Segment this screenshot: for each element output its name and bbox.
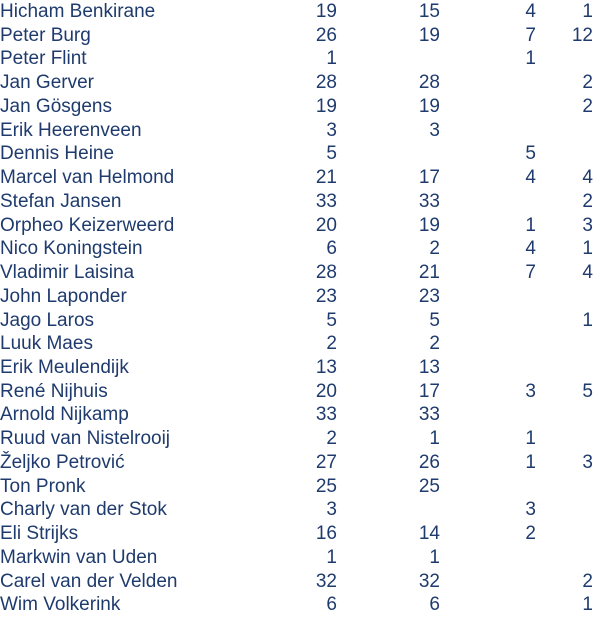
stat-cell-3: 7 <box>525 24 536 46</box>
stat-cell-1: 1 <box>326 546 337 568</box>
stat-cell-2: 2 <box>429 238 440 260</box>
stat-cell-4 <box>536 47 593 71</box>
table-row <box>0 214 609 238</box>
stat-cell-3: 1 <box>525 451 536 473</box>
stat-cell-1: 13 <box>315 357 337 379</box>
table-row <box>0 570 609 594</box>
stat-cell-2: 33 <box>418 404 440 426</box>
spacer-cell <box>593 119 609 143</box>
spacer-cell <box>593 403 609 427</box>
table-row <box>0 427 609 451</box>
stat-cell-3: 4 <box>525 167 536 189</box>
stat-cell-4 <box>536 285 593 309</box>
stat-cell-2: 26 <box>418 451 440 473</box>
stat-cell-1: 6 <box>326 594 337 616</box>
player-name-cell: Charly van der Stok <box>0 499 167 521</box>
stat-cell-4 <box>536 427 593 451</box>
spacer-cell <box>593 214 609 238</box>
stat-cell-2: 1 <box>429 546 440 568</box>
stat-cell-3 <box>440 190 536 214</box>
player-name-cell: Wim Volkerink <box>0 594 121 616</box>
spacer-cell <box>593 71 609 95</box>
stat-cell-4: 2 <box>582 95 593 117</box>
player-name-cell: Jan Gösgens <box>0 95 112 117</box>
player-name-cell: Jan Gerver <box>0 72 94 94</box>
stat-cell-1: 27 <box>315 451 337 473</box>
stat-cell-1: 33 <box>315 404 337 426</box>
spacer-cell <box>593 309 609 333</box>
stat-cell-3: 1 <box>525 48 536 70</box>
spacer-cell <box>593 190 609 214</box>
stat-cell-1: 28 <box>315 262 337 284</box>
stat-cell-2: 5 <box>429 309 440 331</box>
stat-cell-2: 13 <box>418 357 440 379</box>
player-name-cell: Erik Heerenveen <box>0 119 142 141</box>
player-name-cell: Eli Strijks <box>0 523 79 545</box>
stat-cell-1: 1 <box>326 48 337 70</box>
stat-cell-4: 5 <box>582 380 593 402</box>
stat-cell-2 <box>337 142 440 166</box>
spacer-cell <box>593 380 609 404</box>
stat-cell-3 <box>440 309 536 333</box>
stat-cell-4: 1 <box>582 238 593 260</box>
stat-cell-4 <box>536 356 593 380</box>
stat-cell-3 <box>440 403 536 427</box>
spacer-cell <box>593 546 609 570</box>
stat-cell-2: 32 <box>418 570 440 592</box>
spacer-cell <box>593 427 609 451</box>
stat-cell-2: 6 <box>429 594 440 616</box>
stat-cell-3: 1 <box>525 428 536 450</box>
stat-cell-2: 3 <box>429 119 440 141</box>
stat-cell-3: 2 <box>525 523 536 545</box>
spacer-cell <box>593 570 609 594</box>
table-row <box>0 522 609 546</box>
table-row <box>0 356 609 380</box>
stat-cell-1: 3 <box>326 119 337 141</box>
stat-cell-2 <box>337 47 440 71</box>
spacer-cell <box>593 166 609 190</box>
stat-cell-1: 16 <box>315 523 337 545</box>
stat-cell-1: 25 <box>315 475 337 497</box>
stat-cell-1: 32 <box>315 570 337 592</box>
stat-cell-3 <box>440 71 536 95</box>
stat-cell-3: 5 <box>525 143 536 165</box>
stat-cell-3: 3 <box>525 380 536 402</box>
stat-cell-4: 1 <box>582 1 593 22</box>
stat-cell-4: 3 <box>582 451 593 473</box>
stat-cell-4: 12 <box>571 24 593 46</box>
stat-cell-4 <box>536 142 593 166</box>
spacer-cell <box>593 142 609 166</box>
player-name-cell: Željko Petrović <box>0 451 125 473</box>
table-row <box>0 0 609 24</box>
stat-cell-1: 6 <box>326 238 337 260</box>
stat-cell-2: 2 <box>429 333 440 355</box>
spacer-cell <box>593 593 609 617</box>
table-row <box>0 380 609 404</box>
spacer-cell <box>593 498 609 522</box>
stat-cell-3 <box>440 475 536 499</box>
player-name-cell: Jago Laros <box>0 309 95 331</box>
table-row <box>0 166 609 190</box>
stat-cell-4: 2 <box>582 570 593 592</box>
stat-cell-3 <box>440 95 536 119</box>
player-name-cell: Hicham Benkirane <box>0 1 156 22</box>
table-row <box>0 546 609 570</box>
stat-cell-2: 15 <box>418 1 440 22</box>
stat-cell-3: 3 <box>525 499 536 521</box>
table-row <box>0 71 609 95</box>
spacer-cell <box>593 451 609 475</box>
table-row <box>0 261 609 285</box>
stat-cell-3 <box>440 285 536 309</box>
stat-cell-4 <box>536 403 593 427</box>
table-row <box>0 593 609 617</box>
stat-cell-4 <box>536 546 593 570</box>
stat-cell-1: 26 <box>315 24 337 46</box>
player-name-cell: René Nijhuis <box>0 380 108 402</box>
stat-cell-1: 20 <box>315 214 337 236</box>
table-row <box>0 142 609 166</box>
player-name-cell: Arnold Nijkamp <box>0 404 129 426</box>
spacer-cell <box>593 261 609 285</box>
table-row <box>0 47 609 71</box>
spacer-cell <box>593 237 609 261</box>
spacer-cell <box>593 475 609 499</box>
player-name-cell: Carel van der Velden <box>0 570 178 592</box>
table-row <box>0 498 609 522</box>
stat-cell-2: 33 <box>418 190 440 212</box>
player-name-cell: Markwin van Uden <box>0 546 158 568</box>
player-name-cell: John Laponder <box>0 285 127 307</box>
table-row <box>0 403 609 427</box>
stat-cell-2: 28 <box>418 72 440 94</box>
stat-cell-3 <box>440 356 536 380</box>
table-row <box>0 285 609 309</box>
stat-cell-2: 1 <box>429 428 440 450</box>
player-name-cell: Marcel van Helmond <box>0 167 175 189</box>
player-name-cell: Erik Meulendijk <box>0 357 129 379</box>
player-name-cell: Ruud van Nistelrooij <box>0 428 171 450</box>
table-row <box>0 24 609 48</box>
table-row <box>0 119 609 143</box>
stat-cell-2: 19 <box>418 214 440 236</box>
stat-cell-3 <box>440 332 536 356</box>
table-row <box>0 475 609 499</box>
stat-cell-3: 7 <box>525 262 536 284</box>
player-name-cell: Peter Burg <box>0 24 91 46</box>
stat-cell-4 <box>536 475 593 499</box>
stat-cell-3: 1 <box>525 214 536 236</box>
table-row <box>0 309 609 333</box>
stat-cell-2: 21 <box>418 262 440 284</box>
stat-cell-1: 3 <box>326 499 337 521</box>
stat-cell-1: 19 <box>315 95 337 117</box>
stat-cell-1: 21 <box>315 167 337 189</box>
player-name-cell: Stefan Jansen <box>0 190 122 212</box>
player-name-cell: Luuk Maes <box>0 333 93 355</box>
stat-cell-1: 2 <box>326 333 337 355</box>
table-row <box>0 190 609 214</box>
spacer-cell <box>593 285 609 309</box>
stat-cell-4 <box>536 332 593 356</box>
stat-cell-1: 5 <box>326 143 337 165</box>
stat-cell-2: 17 <box>418 380 440 402</box>
stat-cell-4 <box>536 522 593 546</box>
stat-cell-4: 2 <box>582 72 593 94</box>
stat-cell-2: 23 <box>418 285 440 307</box>
table-row <box>0 332 609 356</box>
player-name-cell: Peter Flint <box>0 48 87 70</box>
spacer-cell <box>593 356 609 380</box>
stat-cell-3 <box>440 119 536 143</box>
stat-cell-2: 19 <box>418 24 440 46</box>
stat-cell-2 <box>337 498 440 522</box>
stat-cell-3 <box>440 570 536 594</box>
spacer-cell <box>593 522 609 546</box>
stat-cell-4: 3 <box>582 214 593 236</box>
stat-cell-4 <box>536 119 593 143</box>
player-name-cell: Nico Koningstein <box>0 238 143 260</box>
stat-cell-1: 2 <box>326 428 337 450</box>
spacer-cell <box>593 95 609 119</box>
stat-cell-3 <box>440 593 536 617</box>
stat-cell-3: 4 <box>525 1 536 22</box>
stat-cell-1: 20 <box>315 380 337 402</box>
table-row <box>0 95 609 119</box>
spacer-cell <box>593 24 609 48</box>
spacer-cell <box>593 332 609 356</box>
player-name-cell: Vladimir Laisina <box>0 262 135 284</box>
stat-cell-4: 4 <box>582 167 593 189</box>
stat-cell-2: 14 <box>418 523 440 545</box>
stat-cell-4 <box>536 498 593 522</box>
stat-cell-1: 33 <box>315 190 337 212</box>
table-row <box>0 451 609 475</box>
stat-cell-2: 17 <box>418 167 440 189</box>
stat-cell-4: 2 <box>582 190 593 212</box>
spacer-cell <box>593 0 609 24</box>
stat-cell-1: 23 <box>315 285 337 307</box>
stat-cell-1: 5 <box>326 309 337 331</box>
stat-cell-2: 19 <box>418 95 440 117</box>
stat-cell-3 <box>440 546 536 570</box>
stat-cell-4: 1 <box>582 594 593 616</box>
stat-cell-4: 1 <box>582 309 593 331</box>
player-name-cell: Ton Pronk <box>0 475 86 497</box>
stat-cell-3: 4 <box>525 238 536 260</box>
stat-cell-1: 19 <box>315 1 337 22</box>
stat-cell-2: 25 <box>418 475 440 497</box>
player-name-cell: Orpheo Keizerweerd <box>0 214 175 236</box>
table-row <box>0 237 609 261</box>
player-name-cell: Dennis Heine <box>0 143 115 165</box>
stat-cell-4: 4 <box>582 262 593 284</box>
stat-cell-1: 28 <box>315 72 337 94</box>
spacer-cell <box>593 47 609 71</box>
